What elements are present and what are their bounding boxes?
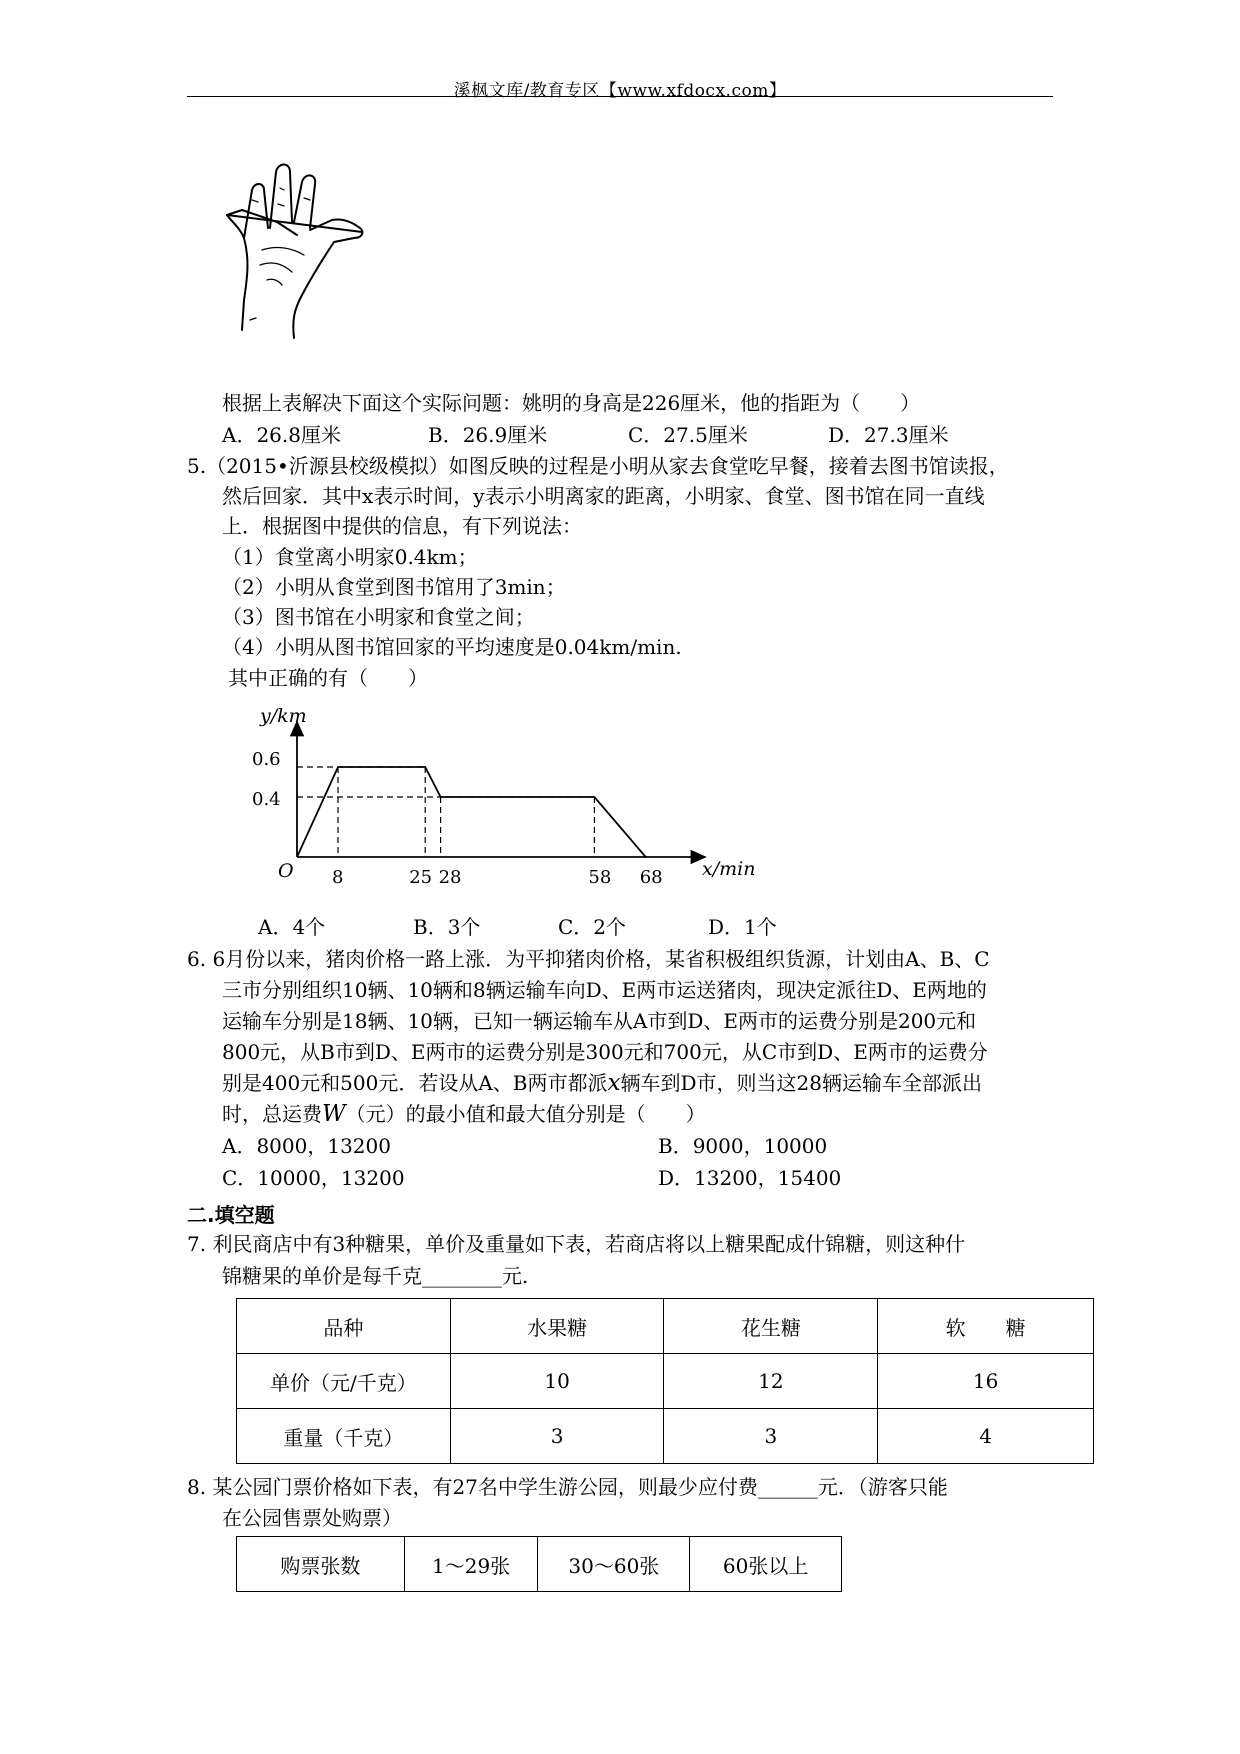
q5-statement-1: （1）食堂离小明家0.4km；: [222, 545, 478, 569]
q5-line-3: 上．根据图中提供的信息，有下列说法：: [222, 514, 582, 538]
q6-line-5: [222, 1068, 982, 1098]
x-tick-label: 68: [639, 867, 663, 888]
page-header: 溪枫文库/教育专区【www.xfdocx.com】: [453, 81, 787, 101]
q7-line-2: 锦糖果的单价是每千克________元.: [222, 1264, 529, 1288]
q5-prompt: 其中正确的有（ ）: [228, 666, 428, 690]
q5-option-a: A．4个: [258, 915, 326, 939]
table-row: [237, 1537, 842, 1592]
q6-line-3: 运输车分别是18辆、10辆，已知一辆运输车从A市到D、E两市的运费分别是200元和: [222, 1009, 977, 1033]
distance-line: [297, 767, 646, 857]
q6-option-b: B．9000，10000: [658, 1134, 828, 1158]
q5-line-1: 5.（2015•沂源县校级模拟）如图反映的过程是小明从家去食堂吃早餐，接着去图书馆读报，: [187, 454, 1009, 478]
q6-line-5-a: 别是400元和500元．若设从A、B两市都派: [222, 1071, 608, 1095]
section-title: 二.填空题: [187, 1203, 275, 1227]
q5-option-d: D．1个: [708, 915, 777, 939]
table-row: [237, 1409, 1094, 1464]
q5-statement-2: （2）小明从食堂到图书馆用了3min；: [222, 575, 566, 599]
q5-statement-3: （3）图书馆在小明家和食堂之间；: [222, 605, 535, 629]
q5-line-2: 然后回家．其中x表示时间，y表示小明离家的距离，小明家、食堂、图书馆在同一直线: [222, 484, 985, 508]
q7-line-1: 7. 利民商店中有3种糖果，单价及重量如下表，若商店将以上糖果配成什锦糖，则这种什: [187, 1232, 966, 1256]
y-axis-label: y/km: [260, 705, 307, 727]
table-cell: 12: [664, 1354, 878, 1409]
table-cell: 重量（千克）: [237, 1409, 451, 1464]
q6-line-1: 6. 6月份以来，猪肉价格一路上涨．为平抑猪肉价格，某省积极组织货源，计划由A、B、C: [187, 947, 990, 971]
x-tick-label: 25: [409, 867, 433, 888]
table-cell: 3: [450, 1409, 664, 1464]
q6-line-6: [222, 1099, 706, 1129]
q5-statement-4: （4）小明从图书馆回家的平均速度是0.04km/min.: [222, 635, 682, 659]
hand-span-illustration: [222, 160, 412, 350]
q8-line-1: 8. 某公园门票价格如下表，有27名中学生游公园，则最少应付费______元．（游客只能: [187, 1475, 948, 1499]
table-cell: 软 糖: [878, 1299, 1094, 1354]
q5-option-b: B．3个: [413, 915, 481, 939]
q6-option-a: A．8000，13200: [222, 1134, 391, 1158]
table-cell: 单价（元/千克）: [237, 1354, 451, 1409]
y-tick-label: 0.6: [252, 749, 281, 770]
x-tick-label: 28: [438, 867, 462, 888]
q6-line-5-b: 辆车到D市，则当这28辆运输车全部派出: [620, 1071, 982, 1095]
table-row: [237, 1299, 1094, 1354]
ticket-price-table: [236, 1536, 842, 1592]
candy-table: [236, 1298, 1094, 1464]
x-tick-label: 8: [332, 867, 344, 888]
table-cell: 1～29张: [404, 1537, 538, 1592]
table-cell: 花生糖: [664, 1299, 878, 1354]
q6-line-4: 800元，从B市到D、E两市的运费分别是300元和700元，从C市到D、E两市的运费分: [222, 1040, 988, 1064]
x-axis-label: x/min: [702, 858, 756, 880]
origin-label: O: [278, 860, 294, 882]
q4-text: 根据上表解决下面这个实际问题：姚明的身高是226厘米，他的指距为（ ）: [222, 391, 921, 415]
table-cell: 水果糖: [450, 1299, 664, 1354]
q4-option-b: B．26.9厘米: [428, 423, 548, 447]
q6-line-2: 三市分别组织10辆、10辆和8辆运输车向D、E两市运送猪肉，现决定派往D、E两地的: [222, 978, 987, 1002]
q5-option-c: C．2个: [558, 915, 627, 939]
table-cell: 16: [878, 1354, 1094, 1409]
q6-option-c: C．10000，13200: [222, 1166, 405, 1190]
table-cell: 30～60张: [538, 1537, 690, 1592]
y-tick-label: 0.4: [252, 789, 281, 810]
q6-variable-w: W: [322, 1101, 346, 1127]
q6-line-6-a: 时，总运费: [222, 1102, 322, 1126]
q8-line-2: 在公园售票处购票）: [222, 1506, 402, 1530]
q4-option-a: A．26.8厘米: [222, 423, 341, 447]
table-cell: 品种: [237, 1299, 451, 1354]
q6-line-6-b: （元）的最小值和最大值分别是（ ）: [345, 1102, 706, 1126]
table-row: [237, 1354, 1094, 1409]
q6-option-d: D．13200，15400: [658, 1166, 842, 1190]
header-rule: [187, 96, 1053, 97]
x-tick-label: 58: [588, 867, 612, 888]
q4-option-d: D．27.3厘米: [828, 423, 949, 447]
table-cell: 购票张数: [237, 1537, 405, 1592]
table-cell: 60张以上: [690, 1537, 842, 1592]
q6-variable-x: x: [607, 1070, 621, 1096]
table-cell: 10: [450, 1354, 664, 1409]
table-cell: 3: [664, 1409, 878, 1464]
distance-time-graph: [240, 700, 770, 905]
table-cell: 4: [878, 1409, 1094, 1464]
q4-option-c: C．27.5厘米: [628, 423, 748, 447]
